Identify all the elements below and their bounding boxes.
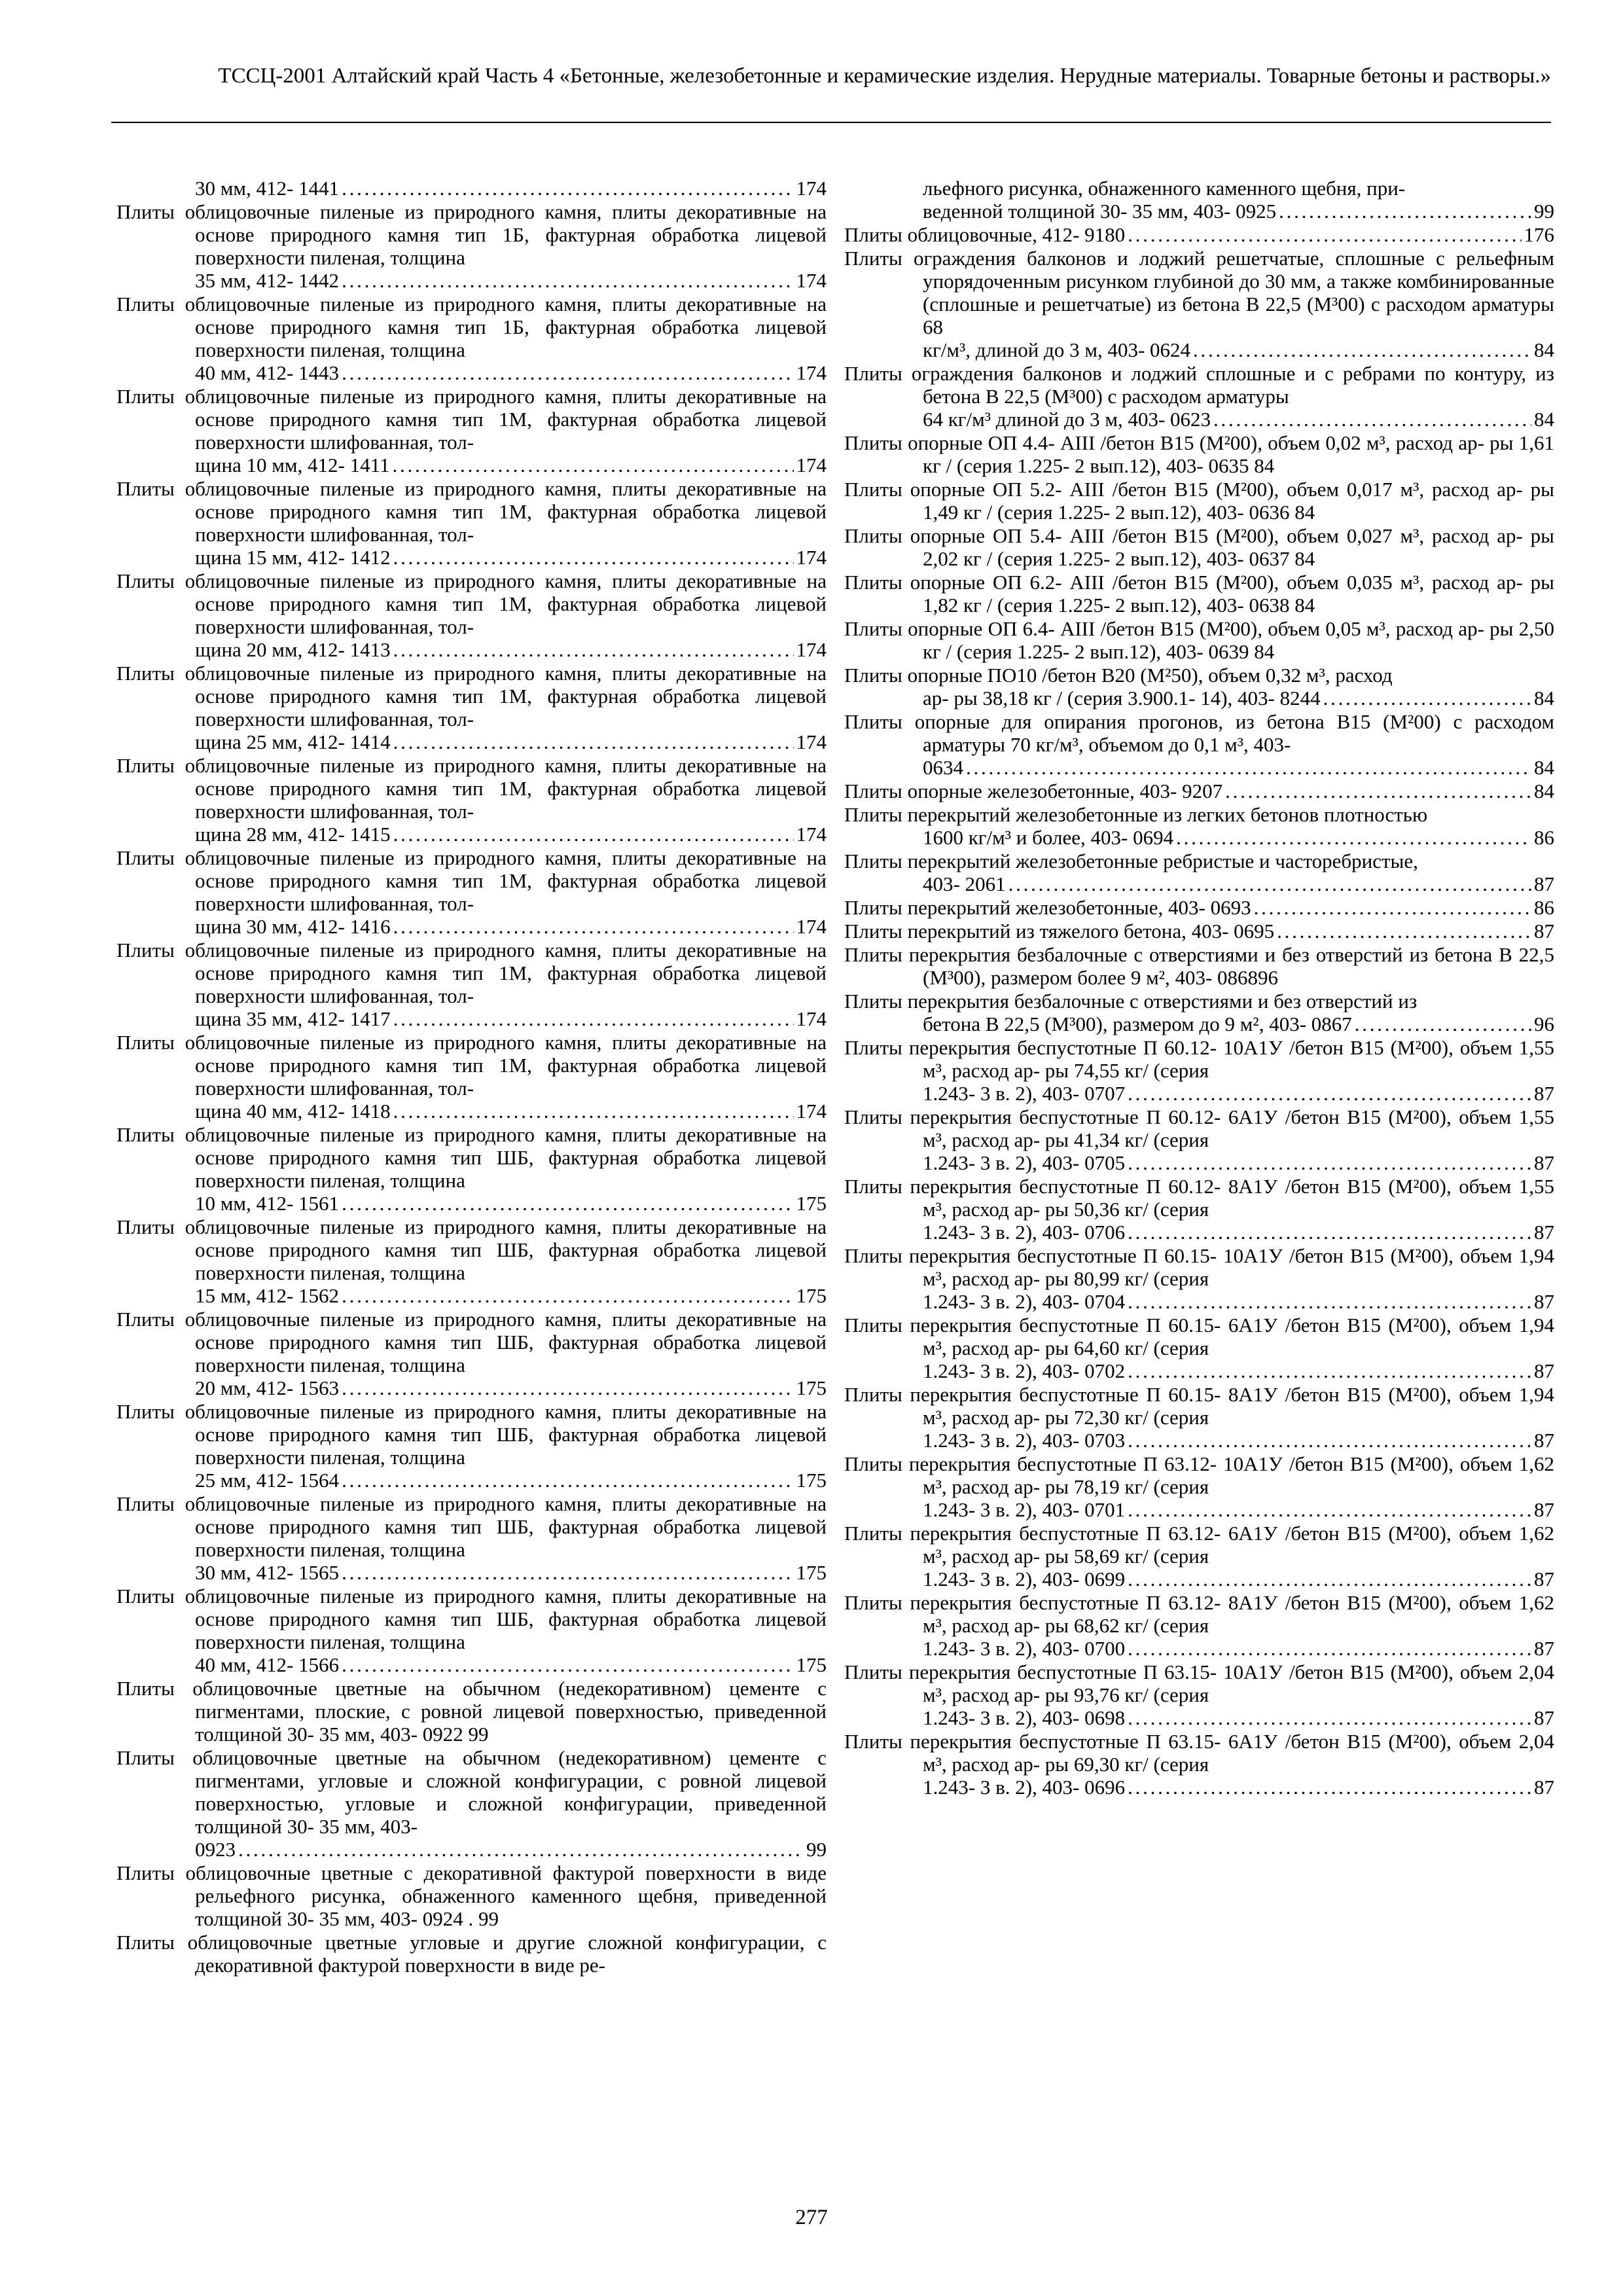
index-entry [116,1585,827,1676]
entry-leader-line [195,177,827,200]
dot-leader [342,177,793,200]
entry-page: 87 [1534,1290,1554,1313]
entry-reference: щина 35 мм, 412- 1417 [195,1007,391,1030]
entry-page: 174 [796,454,827,476]
entry-text: Плиты облицовочные цветные с декоративной фактурой поверхности в виде рельефного рисунка, обнаженного каменного щебня, приведенной толщиной 30- 35 мм, 403- 0924 . 99 [116,1861,827,1930]
entry-leader-line [923,687,1554,709]
entry-reference: 0923 [195,1838,236,1861]
entry-text: Плиты опорные ОП 6.4- АIII /бетон В15 (М²00), объем 0,05 м³, расход ар- ры 2,50 кг / (серия 1.225- 2 вып.12), 403- 0639 84 [844,617,1554,663]
index-entry [844,223,1554,246]
entry-page: 87 [1534,920,1554,942]
entry-page: 174 [796,1007,827,1030]
dot-leader [393,823,794,846]
entry-leader-line [923,200,1554,223]
entry-text: Плиты облицовочные пиленые из природного камня, плиты декоративные на основе природного камня тип ШБ, фактурная обработка лицевой поверхности пиленая, толщина [116,1123,827,1192]
dot-leader [1128,1706,1531,1729]
entry-text: Плиты облицовочные цветные на обычном (недекоративном) цементе с пигментами, угловые и сложной конфигурации, с ровной лицевой поверхностью, угловые и сложной конфигурации, приведенной толщиной 30- 35 мм, 403- [116,1746,827,1838]
entry-leader-line [923,1776,1554,1799]
entry-text: Плиты перекрытия беспустотные П 60.12- 10А1У /бетон В15 (М²00), объем 1,55 м³, расход ар- ры 74,55 кг/ (серия [844,1036,1554,1082]
entry-leader-line [923,1637,1554,1660]
entry-leader-line [923,1498,1554,1521]
entry-reference: кг/м³, длиной до 3 м, 403- 0624 [923,338,1191,361]
entry-page: 87 [1534,1429,1554,1452]
entry-leader-line [923,1290,1554,1313]
index-entry [844,1244,1554,1313]
dot-leader [1128,1568,1531,1590]
entry-page: 174 [796,823,827,846]
dot-leader [966,756,1531,779]
entry-text: Плиты перекрытия беспустотные П 60.15- 10А1У /бетон В15 (М²00), объем 1,94 м³, расход ар- ры 80,99 кг/ (серия [844,1244,1554,1290]
entry-reference: Плиты перекрытий железобетонные, 403- 0693 [844,896,1251,919]
dot-leader [1128,1221,1531,1244]
index-entry [844,1730,1554,1799]
index-entry [116,754,827,846]
header-divider [111,122,1551,123]
entry-reference: Плиты перекрытий из тяжелого бетона, 403- 0695 [844,920,1275,942]
index-entry [116,1492,827,1584]
index-entry [116,200,827,292]
entry-text: Плиты перекрытия беспустотные П 60.15- 6А1У /бетон В15 (М²00), объем 1,94 м³, расход ар- ры 64,60 кг/ (серия [844,1314,1554,1359]
entry-text: Плиты перекрытия беспустотные П 63.15- 6А1У /бетон В15 (М²00), объем 2,04 м³, расход ар- ры 69,30 кг/ (серия [844,1730,1554,1776]
index-entry [844,524,1554,570]
index-entry [844,1452,1554,1521]
dot-leader [1176,826,1531,849]
entry-page: 87 [1534,1498,1554,1521]
entry-page: 174 [796,546,827,569]
entry-reference: 1.243- 3 в. 2), 403- 0703 [923,1429,1126,1452]
index-entry [116,1308,827,1399]
entry-leader-line [923,1568,1554,1590]
entry-page: 174 [796,1100,827,1122]
index-entry [844,850,1554,895]
entry-leader-line [195,546,827,569]
entry-text: Плиты облицовочные пиленые из природного камня, плиты декоративные на основе природного камня тип ШБ, фактурная обработка лицевой поверхности пиленая, толщина [116,1400,827,1469]
entry-text: Плиты перекрытия беспустотные П 60.15- 8А1У /бетон В15 (М²00), объем 1,94 м³, расход ар- ры 72,30 кг/ (серия [844,1383,1554,1429]
entry-page: 86 [1534,896,1554,919]
entry-text: Плиты облицовочные пиленые из природного камня, плиты декоративные на основе природного камня тип 1Б, фактурная обработка лицевой поверхности пиленая, толщина [116,293,827,361]
entry-reference: 40 мм, 412- 1443 [195,361,340,384]
entry-page: 175 [796,1561,827,1584]
dot-leader [1128,1290,1531,1313]
index-entry [844,780,1554,802]
entry-leader-line [844,896,1554,919]
entry-text: Плиты перекрытия беспустотные П 63.15- 10А1У /бетон В15 (М²00), объем 2,04 м³, расход ар- ры 93,76 кг/ (серия [844,1660,1554,1706]
entry-page: 175 [796,1192,827,1215]
index-column-right [844,177,1554,1799]
dot-leader [1128,1429,1531,1452]
entry-page: 175 [796,1376,827,1399]
entry-text: льефного рисунка, обнаженного каменного щебня, при- [923,177,1406,200]
entry-leader-line [923,1429,1554,1452]
index-entry [844,896,1554,919]
index-entry [116,1677,827,1746]
entry-page: 87 [1534,1706,1554,1729]
entry-text: Плиты перекрытия беспустотные П 63.12- 8А1У /бетон В15 (М²00), объем 1,62 м³, расход ар- ры 68,62 кг/ (серия [844,1591,1554,1637]
index-entry [116,293,827,384]
dot-leader [342,1376,793,1399]
entry-reference: Плиты облицовочные, 412- 9180 [844,223,1126,246]
entry-leader-line [923,756,1554,779]
entry-reference: Плиты опорные железобетонные, 403- 9207 [844,780,1223,802]
dot-leader [393,638,794,661]
entry-reference: бетона В 22,5 (М³00), размером до 9 м², 403- 0867 [923,1013,1352,1035]
index-entry [116,1400,827,1492]
entry-page: 86 [1534,826,1554,849]
entry-reference: 64 кг/м³ длиной до 3 м, 403- 0623 [923,408,1211,431]
dot-leader [1128,1776,1531,1799]
entry-reference: 20 мм, 412- 1563 [195,1376,340,1399]
index-entry [844,943,1554,989]
dot-leader [342,1192,793,1215]
entry-reference: 1.243- 3 в. 2), 403- 0699 [923,1568,1126,1590]
entry-page: 87 [1534,1776,1554,1799]
entry-leader-line [195,1007,827,1030]
entry-reference: 1.243- 3 в. 2), 403- 0700 [923,1637,1126,1660]
index-column-left [116,177,827,1977]
dot-leader [1193,338,1531,361]
index-entry [844,1036,1554,1105]
entry-page: 174 [796,638,827,661]
entry-text: Плиты облицовочные пиленые из природного камня, плиты декоративные на основе природного камня тип 1Б, фактурная обработка лицевой поверхности пиленая, толщина [116,200,827,269]
entry-text: Плиты облицовочные цветные на обычном (недекоративном) цементе с пигментами, плоские, с ровной лицевой поверхностью, приведенной толщиной 30- 35 мм, 403- 0922 99 [116,1677,827,1746]
entry-reference: щина 10 мм, 412- 1411 [195,454,390,476]
entry-leader-line [923,1082,1554,1105]
dot-leader [342,1561,793,1584]
index-entry [844,1175,1554,1244]
entry-leader-line [923,1706,1554,1729]
entry-text: Плиты перекрытия беспустотные П 63.12- 6А1У /бетон В15 (М²00), объем 1,62 м³, расход ар- ры 58,69 кг/ (серия [844,1522,1554,1568]
dot-leader [342,269,793,292]
entry-leader-line [195,1192,827,1215]
dot-leader [1128,1082,1531,1105]
entry-text: Плиты облицовочные пиленые из природного камня, плиты декоративные на основе природного камня тип 1М, фактурная обработка лицевой поверхности шлифованная, тол- [116,662,827,730]
entry-reference: 10 мм, 412- 1561 [195,1192,340,1215]
entry-page: 174 [796,730,827,753]
entry-reference: ар- ры 38,18 кг / (серия 3.900.1- 14), 403- 8244 [923,687,1321,709]
entry-text: Плиты опорные ОП 6.2- АIII /бетон В15 (М²00), объем 0,035 м³, расход ар- ры 1,82 кг / (серия 1.225- 2 вып.12), 403- 0638 84 [844,571,1554,617]
dot-leader [342,1469,793,1492]
entry-leader-line [195,454,827,476]
index-entry [844,1383,1554,1452]
index-entry [116,939,827,1030]
entry-leader-line [195,1469,827,1492]
entry-leader-line [195,1100,827,1122]
index-entry [844,478,1554,524]
entry-leader-line [195,1284,827,1307]
entry-text: Плиты ограждения балконов и лоджий решетчатые, сплошные с рельефным упорядоченным рисунком глубиной до 30 мм, а также комбинированные (сплошные и решетчатые) из бетона В 22,5 (М³00) с расходом арматуры 68 [844,247,1554,338]
entry-text: Плиты облицовочные пиленые из природного камня, плиты декоративные на основе природного камня тип 1М, фактурная обработка лицевой поверхности шлифованная, тол- [116,846,827,915]
entry-leader-line [923,1359,1554,1382]
entry-reference: щина 40 мм, 412- 1418 [195,1100,391,1122]
dot-leader [1128,1359,1531,1382]
entry-text: Плиты облицовочные пиленые из природного камня, плиты декоративные на основе природного камня тип 1М, фактурная обработка лицевой поверхности шлифованная, тол- [116,385,827,454]
entry-text: Плиты облицовочные пиленые из природного камня, плиты декоративные на основе природного камня тип 1М, фактурная обработка лицевой поверхности шлифованная, тол- [116,939,827,1007]
entry-page: 84 [1534,687,1554,709]
entry-text: Плиты перекрытия беспустотные П 60.12- 6А1У /бетон В15 (М²00), объем 1,55 м³, расход ар- ры 41,34 кг/ (серия [844,1105,1554,1151]
dot-leader [393,546,794,569]
index-entry [844,1660,1554,1729]
entry-leader-line [195,1376,827,1399]
index-entry [116,846,827,938]
dot-leader [392,454,793,476]
entry-text: Плиты облицовочные пиленые из природного камня, плиты декоративные на основе природного камня тип 1М, фактурная обработка лицевой поверхности шлифованная, тол- [116,1031,827,1100]
index-entry [844,177,1554,223]
dot-leader [1008,872,1531,895]
index-entry [844,571,1554,617]
dot-leader [1277,920,1531,942]
index-entry [116,1123,827,1215]
running-header: ТССЦ-2001 Алтайский край Часть 4 «Бетонные, железобетонные и керамические изделия. Нерудные материалы. Товарные бетоны и растворы.» [218,64,1551,88]
index-entry [844,431,1554,477]
entry-page: 175 [796,1469,827,1492]
entry-text: Плиты опорные ОП 5.4- АIII /бетон В15 (М²00), объем 0,027 м³, расход ар- ры 2,02 кг / (серия 1.225- 2 вып.12), 403- 0637 84 [844,524,1554,570]
entry-page: 96 [1534,1013,1554,1035]
entry-leader-line [923,1151,1554,1174]
entry-text: Плиты перекрытия беспустотные П 60.12- 8А1У /бетон В15 (М²00), объем 1,55 м³, расход ар- ры 50,36 кг/ (серия [844,1175,1554,1221]
entry-text: Плиты перекрытия беспустотные П 63.12- 10А1У /бетон В15 (М²00), объем 1,62 м³, расход ар- ры 78,19 кг/ (серия [844,1452,1554,1498]
entry-text: Плиты перекрытия безбалочные с отверстиями и без отверстий из [844,990,1418,1013]
index-entry [844,247,1554,361]
entry-page: 175 [796,1653,827,1676]
dot-leader [1213,408,1531,431]
entry-reference: 1.243- 3 в. 2), 403- 0704 [923,1290,1126,1313]
entry-text: Плиты перекрытия безбалочные с отверстиями и без отверстий из бетона В 22,5 (М³00), размером более 9 м², 403- 086896 [844,943,1554,989]
entry-reference: 25 мм, 412- 1564 [195,1469,340,1492]
index-entry [116,1746,827,1861]
entry-text: Плиты облицовочные пиленые из природного камня, плиты декоративные на основе природного камня тип 1М, фактурная обработка лицевой поверхности шлифованная, тол- [116,477,827,546]
entry-leader-line [195,823,827,846]
entry-leader-line [195,638,827,661]
entry-reference: веденной толщиной 30- 35 мм, 403- 0925 [923,200,1277,223]
entry-reference: 15 мм, 412- 1562 [195,1284,340,1307]
index-entry [844,362,1554,431]
entry-page: 87 [1534,1568,1554,1590]
dot-leader [1225,780,1531,802]
entry-reference: 30 мм, 412- 1565 [195,1561,340,1584]
entry-leader-line [844,223,1554,246]
dot-leader [1355,1013,1531,1035]
dot-leader [342,1653,793,1676]
dot-leader [238,1838,804,1861]
entry-page: 84 [1534,338,1554,361]
entry-leader-line [195,361,827,384]
entry-leader-line [195,269,827,292]
index-entry [844,1522,1554,1590]
dot-leader [342,1284,793,1307]
entry-leader-line [923,338,1554,361]
dot-leader [393,915,794,938]
dot-leader [1254,896,1531,919]
entry-text: Плиты облицовочные пиленые из природного камня, плиты декоративные на основе природного камня тип ШБ, фактурная обработка лицевой поверхности пиленая, толщина [116,1492,827,1561]
entry-reference: 1.243- 3 в. 2), 403- 0702 [923,1359,1126,1382]
entry-text: Плиты облицовочные пиленые из природного камня, плиты декоративные на основе природного камня тип 1М, фактурная обработка лицевой поверхности шлифованная, тол- [116,754,827,823]
entry-page: 175 [796,1284,827,1307]
entry-page: 87 [1534,1221,1554,1244]
entry-text: Плиты опорные для опирания прогонов, из бетона В15 (М²00) с расходом арматуры 70 кг/м³, объемом до 0,1 м³, 403- [844,710,1554,756]
index-entry [844,1314,1554,1382]
entry-leader-line [923,872,1554,895]
entry-text: Плиты облицовочные пиленые из природного камня, плиты декоративные на основе природного камня тип ШБ, фактурная обработка лицевой поверхности пиленая, толщина [116,1308,827,1376]
dot-leader [1128,1637,1531,1660]
dot-leader [1128,1151,1531,1174]
entry-leader-line [923,1013,1554,1035]
entry-leader-line [923,826,1554,849]
entry-text: Плиты ограждения балконов и лоджий сплошные и с ребрами по контуру, из бетона В 22,5 (М³00) с расходом арматуры [844,362,1554,408]
index-entry [844,664,1554,709]
entry-text: Плиты облицовочные пиленые из природного камня, плиты декоративные на основе природного камня тип ШБ, фактурная обработка лицевой поверхности пиленая, толщина [116,1585,827,1653]
entry-leader-line [923,408,1554,431]
entry-text: Плиты опорные ОП 4.4- АIII /бетон В15 (М²00), объем 0,02 м³, расход ар- ры 1,61 кг / (серия 1.225- 2 вып.12), 403- 0635 84 [844,431,1554,477]
dot-leader [1323,687,1531,709]
entry-page: 87 [1534,872,1554,895]
entry-page: 99 [806,1838,827,1861]
entry-leader-line [195,730,827,753]
entry-text: Плиты перекрытий железобетонные из легких бетонов плотностью [844,803,1428,826]
entry-page: 99 [1534,200,1554,223]
index-entry [116,385,827,476]
entry-page: 176 [1524,223,1554,246]
index-entry [844,803,1554,849]
entry-reference: 40 мм, 412- 1566 [195,1653,340,1676]
dot-leader [1279,200,1531,223]
dot-leader [342,361,793,384]
index-entry [116,1931,827,1977]
index-entry [116,477,827,569]
entry-reference: 35 мм, 412- 1442 [195,269,340,292]
entry-leader-line [195,1653,827,1676]
entry-reference: 1.243- 3 в. 2), 403- 0701 [923,1498,1126,1521]
dot-leader [393,730,794,753]
entry-text: Плиты опорные ПО10 /бетон В20 (М²50), объем 0,32 м³, расход [844,664,1393,687]
entry-reference: 0634 [923,756,963,779]
entry-text: Плиты облицовочные цветные угловые и другие сложной конфигурации, с декоративной фактурой поверхности в виде ре- [116,1931,827,1977]
entry-page: 174 [796,269,827,292]
index-entry [116,177,827,200]
index-entry [844,710,1554,779]
entry-leader-line [844,780,1554,802]
entry-text: Плиты облицовочные пиленые из природного камня, плиты декоративные на основе природного камня тип ШБ, фактурная обработка лицевой поверхности пиленая, толщина [116,1215,827,1284]
page-number: 277 [795,2206,828,2229]
index-entry [116,569,827,661]
entry-page: 84 [1534,756,1554,779]
entry-reference: 403- 2061 [923,872,1006,895]
entry-leader-line [195,1561,827,1584]
entry-reference: 1.243- 3 в. 2), 403- 0706 [923,1221,1126,1244]
entry-reference: щина 25 мм, 412- 1414 [195,730,391,753]
entry-reference: 1.243- 3 в. 2), 403- 0696 [923,1776,1126,1799]
entry-reference: 1600 кг/м³ и более, 403- 0694 [923,826,1174,849]
entry-reference: 1.243- 3 в. 2), 403- 0705 [923,1151,1126,1174]
entry-page: 84 [1534,780,1554,802]
dot-leader [1128,1498,1531,1521]
entry-leader-line [195,1838,827,1861]
entry-leader-line [195,915,827,938]
index-entry [116,1215,827,1307]
entry-text: Плиты перекрытий железобетонные ребристые и часторебристые, [844,850,1418,872]
entry-page: 174 [796,361,827,384]
entry-page: 87 [1534,1637,1554,1660]
index-entry [116,1031,827,1122]
index-entry [844,920,1554,942]
entry-reference: щина 28 мм, 412- 1415 [195,823,391,846]
index-entry [844,990,1554,1035]
entry-text: Плиты облицовочные пиленые из природного камня, плиты декоративные на основе природного камня тип 1М, фактурная обработка лицевой поверхности шлифованная, тол- [116,569,827,638]
entry-reference: 1.243- 3 в. 2), 403- 0698 [923,1706,1126,1729]
index-entry [116,1861,827,1930]
index-entry [844,1591,1554,1660]
entry-reference: щина 20 мм, 412- 1413 [195,638,391,661]
entry-page: 87 [1534,1151,1554,1174]
dot-leader [1128,223,1521,246]
entry-page: 84 [1534,408,1554,431]
dot-leader [393,1100,794,1122]
entry-reference: щина 30 мм, 412- 1416 [195,915,391,938]
entry-leader-line [923,1221,1554,1244]
entry-page: 87 [1534,1082,1554,1105]
entry-leader-line [844,920,1554,942]
dot-leader [393,1007,794,1030]
entry-reference: 1.243- 3 в. 2), 403- 0707 [923,1082,1126,1105]
entry-reference: 30 мм, 412- 1441 [195,177,340,200]
index-entry [844,1105,1554,1174]
entry-text: Плиты опорные ОП 5.2- АIII /бетон В15 (М²00), объем 0,017 м³, расход ар- ры 1,49 кг / (серия 1.225- 2 вып.12), 403- 0636 84 [844,478,1554,524]
entry-page: 174 [796,177,827,200]
index-entry [844,617,1554,663]
index-entry [116,662,827,753]
entry-reference: щина 15 мм, 412- 1412 [195,546,391,569]
entry-page: 174 [796,915,827,938]
entry-page: 87 [1534,1359,1554,1382]
